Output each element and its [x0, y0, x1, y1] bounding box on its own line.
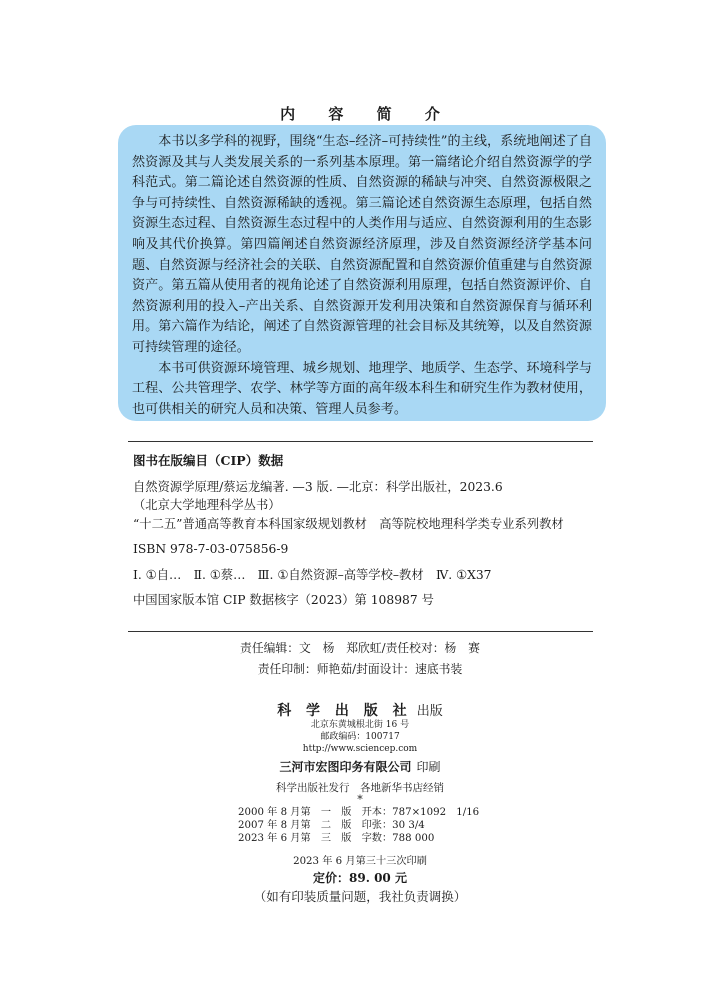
cip-line-series: （北京大学地理科学丛书） [133, 498, 281, 512]
publisher-line [0, 700, 720, 720]
cip-classification: Ⅰ. ①自… Ⅱ. ①蔡… Ⅲ. ①自然资源–高等学校–教材 Ⅳ. ①X37 [133, 567, 492, 582]
cip-isbn: ISBN 978-7-03-075856-9 [133, 542, 289, 556]
publisher-suffix: 出版 [416, 704, 443, 719]
cip-line-title: 自然资源学原理/蔡运龙编著. —3 版. —北京：科学出版社，2023.6 [133, 479, 503, 494]
publisher-postcode: 邮政编码：100717 [320, 732, 400, 742]
price: 定价：89. 00 元 [313, 871, 407, 885]
summary-box [118, 125, 606, 421]
editors-line-1: 责任编辑：文 杨 郑欣虹/责任校对：杨 赛 [240, 641, 480, 655]
publisher-url: http://www.sciencep.com [302, 744, 418, 754]
cip-record: 中国国家版本馆 CIP 数据核字（2023）第 108987 号 [133, 593, 434, 607]
printer-name: 三河市宏图印务有限公司 [279, 760, 412, 774]
edition-specs [238, 806, 479, 845]
separator-star: * [357, 793, 363, 806]
printer-suffix: 印刷 [416, 760, 441, 774]
summary-paragraph-2: 本书可供资源环境管理、城乡规划、地理学、地质学、生态学、环境科学与工程、公共管理学、农学、林学等方面的高年级本科生和研究生作为教材使用，也可供相关的研究人员和决策、管理人员参考。 [132, 360, 592, 417]
cip-heading: 图书在版编目（CIP）数据 [133, 453, 284, 468]
cip-line-textbook: “十二五”普通高等教育本科国家级规划教材 高等院校地理科学类专业系列教材 [133, 516, 564, 531]
publisher-address: 北京东黄城根北街 16 号 [310, 720, 410, 730]
spec-row-2: 2007 年 8 月第 二 版 印张：30 3/4 [238, 820, 425, 831]
cip-top-divider [128, 441, 593, 442]
summary-paragraph-1: 本书以多学科的视野，围绕“生态–经济–可持续性”的主线，系统地阐述了自然资源及其与人类发展关系的一系列基本原理。第一篇绪论介绍自然资源学的学科范式。第二篇论述自然资源的性质、自然资源的稀缺与冲突、自然资源极限之争与可持续性、自然资源稀缺的透视。第三篇论述自然资源生态原理，包括自然资源生态过程、自然资源生态过程中的人类作用与适应、自然资源利用的生态影响及其代价换算。第四篇阐述自然资源经济原理，涉及自然资源经济学基本问题、自然资源与经济社会的关联、自然资源配置和自然资源价值重建与自然资源资产。第五篇从使用者的视角论述了自然资源利用原理，包括自然资源评价、自然资源利用的投入–产出关系、自然资源开发利用决策和自然资源保育与循环利用。第六篇作为结论，阐述了自然资源管理的社会目标及其统筹，以及自然资源可持续管理的途径。 [132, 134, 592, 355]
publisher-name: 科 学 出 版 社 [277, 703, 412, 719]
quality-notice: （如有印装质量问题，我社负责调换） [253, 889, 467, 904]
cip-bottom-divider [128, 631, 593, 632]
spec-row-1: 2000 年 8 月第 一 版 开本：787×1092 1/16 [238, 807, 480, 818]
printing-count: 2023 年 6 月第三十三次印刷 [293, 856, 427, 867]
cip-block [133, 452, 593, 610]
editors-line-2: 责任印制：师艳茹/封面设计：速底书装 [257, 662, 463, 676]
spec-row-3: 2023 年 6 月第 三 版 字数：788 000 [238, 833, 435, 844]
distribution-line: 科学出版社发行 各地新华书店经销 [276, 782, 444, 794]
printer-line [0, 756, 720, 775]
page-title: 内 容 简 介 [280, 105, 454, 123]
